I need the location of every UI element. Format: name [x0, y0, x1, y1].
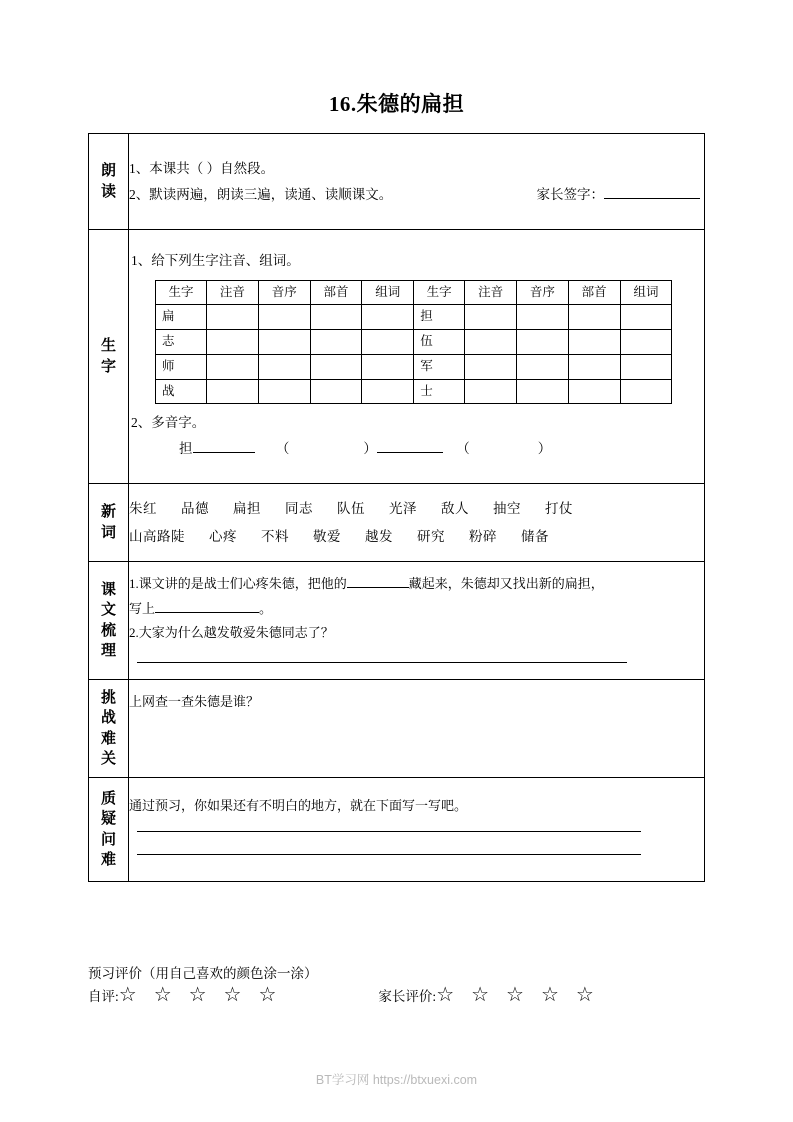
question-answer-line-1[interactable] — [137, 831, 641, 832]
newchars-item-2: 2、多音字。 — [131, 415, 206, 431]
row-label-challenge — [89, 680, 129, 778]
question-answer-line-2[interactable] — [137, 854, 641, 855]
row-body-textreview — [129, 562, 705, 680]
word-item: 光泽 — [389, 500, 417, 516]
fill-cell[interactable] — [465, 305, 517, 330]
fill-cell[interactable] — [620, 379, 672, 404]
table-row — [156, 330, 672, 355]
fill-cell[interactable] — [207, 305, 259, 330]
word-item: 品德 — [181, 500, 209, 516]
word-item: 越发 — [365, 528, 393, 544]
row-label-newwords-text: 新词 — [100, 504, 116, 541]
textreview-question-2: 2.大家为什么越发敬爱朱德同志了？ — [129, 625, 334, 641]
word-item: 扁担 — [233, 500, 261, 516]
row-label-question — [89, 778, 129, 882]
row-body-question — [129, 778, 705, 882]
newwords-line-1 — [129, 495, 704, 523]
fill-cell[interactable] — [258, 354, 310, 379]
word-item: 山高路陡 — [129, 528, 185, 544]
char-cell: 伍 — [414, 330, 465, 355]
row-label-newchars — [89, 230, 129, 484]
fill-cell[interactable] — [258, 305, 310, 330]
textreview-answer-line[interactable] — [137, 662, 627, 663]
self-eval-stars[interactable]: ☆ ☆ ☆ ☆ ☆ — [118, 984, 283, 1006]
fill-cell[interactable] — [310, 330, 362, 355]
char-cell: 师 — [156, 354, 207, 379]
fill-cell[interactable] — [362, 379, 414, 404]
textreview-question-1-cont — [129, 597, 704, 622]
fill-cell[interactable] — [465, 354, 517, 379]
row-label-reading — [89, 134, 129, 230]
word-item: 储备 — [521, 528, 549, 544]
polyphone-blank-2[interactable] — [377, 438, 443, 453]
col-header: 组词 — [620, 280, 672, 305]
fill-cell[interactable] — [568, 330, 620, 355]
question-text: 通过预习，你如果还有不明白的地方，就在下面写一写吧。 — [129, 798, 468, 813]
row-label-reading-text: 朗读 — [100, 163, 116, 200]
fill-cell[interactable] — [465, 330, 517, 355]
reading-line-2-text: 2、默读两遍，朗读三遍，读通、读顺课文。 — [129, 186, 393, 202]
fill-cell[interactable] — [568, 305, 620, 330]
fill-cell[interactable] — [516, 330, 568, 355]
row-label-textreview-text: 课文梳理 — [100, 582, 116, 659]
newchars-item-1: 1、给下列生字注音、组词。 — [131, 253, 300, 268]
fill-cell[interactable] — [310, 354, 362, 379]
table-row — [156, 354, 672, 379]
word-item: 抽空 — [493, 500, 521, 516]
fill-cell[interactable] — [207, 354, 259, 379]
polyphone-exercise: 担 （ ） （ ） — [179, 436, 704, 462]
self-eval-label: 自评: — [88, 989, 119, 1004]
parent-eval-stars[interactable]: ☆ ☆ ☆ ☆ ☆ — [436, 984, 600, 1006]
char-cell: 战 — [156, 379, 207, 404]
fill-cell[interactable] — [310, 305, 362, 330]
newwords-line-2 — [129, 523, 704, 551]
fill-cell[interactable] — [207, 330, 259, 355]
col-header: 注音 — [465, 280, 517, 305]
signature-block — [537, 182, 701, 208]
col-header: 生字 — [414, 280, 465, 305]
polyphone-blank-1[interactable] — [193, 438, 255, 453]
q1-part3: 写上 — [129, 600, 156, 616]
word-item: 心疼 — [209, 528, 237, 544]
q1-part1: 1.课文讲的是战士们心疼朱德，把他的 — [129, 576, 347, 591]
textreview-question-1 — [129, 572, 704, 597]
col-header: 部首 — [568, 280, 620, 305]
char-cell: 担 — [414, 305, 465, 330]
table-row-newwords — [89, 484, 705, 562]
q1-part2: 藏起来，朱德却又找出新的扁担， — [408, 576, 604, 591]
col-header: 部首 — [310, 280, 362, 305]
char-cell: 士 — [414, 379, 465, 404]
word-item: 打仗 — [545, 500, 573, 516]
table-row-newchars — [89, 230, 705, 484]
row-label-newwords — [89, 484, 129, 562]
new-characters-table — [155, 280, 672, 405]
row-label-newchars-text: 生字 — [100, 338, 116, 375]
word-item: 敬爱 — [313, 528, 341, 544]
table-row-reading — [89, 134, 705, 230]
q1-part4: 。 — [259, 600, 273, 616]
col-header: 注音 — [207, 280, 259, 305]
table-row — [156, 305, 672, 330]
evaluation-section — [88, 962, 600, 1005]
row-label-challenge-text: 挑战难关 — [100, 690, 116, 767]
table-row-textreview — [89, 562, 705, 680]
word-item: 队伍 — [337, 500, 365, 516]
col-header: 组词 — [362, 280, 414, 305]
word-item: 朱红 — [129, 500, 157, 516]
signature-label: 家长签字： — [536, 186, 604, 202]
word-item: 不料 — [261, 528, 289, 544]
worksheet-table — [88, 133, 705, 882]
col-header: 音序 — [258, 280, 310, 305]
parent-eval-group — [378, 985, 599, 1005]
fill-cell[interactable] — [516, 305, 568, 330]
word-item: 粉碎 — [469, 528, 497, 544]
char-cell: 志 — [156, 330, 207, 355]
row-label-textreview — [89, 562, 129, 680]
fill-cell[interactable] — [568, 379, 620, 404]
word-item: 研究 — [417, 528, 445, 544]
fill-cell[interactable] — [620, 354, 672, 379]
char-cell: 扁 — [156, 305, 207, 330]
reading-line-1: 1、本课共（ ）自然段。 — [129, 160, 275, 176]
table-row — [156, 379, 672, 404]
parent-eval-label: 家长评价: — [378, 989, 437, 1004]
evaluation-title: 预习评价（用自己喜欢的颜色涂一涂） — [88, 966, 318, 981]
row-body-reading — [129, 134, 705, 230]
q1-blank-2[interactable] — [155, 599, 259, 613]
fill-cell[interactable] — [310, 379, 362, 404]
col-header: 音序 — [516, 280, 568, 305]
table-header-row — [156, 280, 672, 305]
col-header: 生字 — [156, 280, 207, 305]
polyphone-char: 担 — [179, 441, 193, 457]
table-row-challenge — [89, 680, 705, 778]
fill-cell[interactable] — [258, 379, 310, 404]
row-body-newwords — [129, 484, 705, 562]
fill-cell[interactable] — [465, 379, 517, 404]
word-item: 同志 — [285, 500, 313, 516]
word-item: 敌人 — [441, 500, 469, 516]
fill-cell[interactable] — [568, 354, 620, 379]
q1-blank-1[interactable] — [347, 574, 409, 588]
fill-cell[interactable] — [362, 330, 414, 355]
signature-blank[interactable] — [604, 184, 700, 199]
page-footer: BT学习网 https://btxuexi.com — [315, 1073, 478, 1087]
row-body-newchars — [129, 230, 705, 484]
challenge-text: 上网查一查朱德是谁？ — [129, 694, 260, 709]
fill-cell[interactable] — [620, 330, 672, 355]
reading-line-2 — [129, 182, 704, 208]
page-title: 16.朱德的扁担 — [328, 92, 465, 116]
row-label-question-text: 质疑问难 — [100, 791, 116, 868]
evaluation-rows — [88, 985, 600, 1005]
char-cell: 军 — [414, 354, 465, 379]
fill-cell[interactable] — [362, 305, 414, 330]
fill-cell[interactable] — [362, 354, 414, 379]
fill-cell[interactable] — [258, 330, 310, 355]
row-body-challenge — [129, 680, 705, 778]
fill-cell[interactable] — [207, 379, 259, 404]
fill-cell[interactable] — [620, 305, 672, 330]
fill-cell[interactable] — [516, 354, 568, 379]
table-row-question — [89, 778, 705, 882]
fill-cell[interactable] — [516, 379, 568, 404]
